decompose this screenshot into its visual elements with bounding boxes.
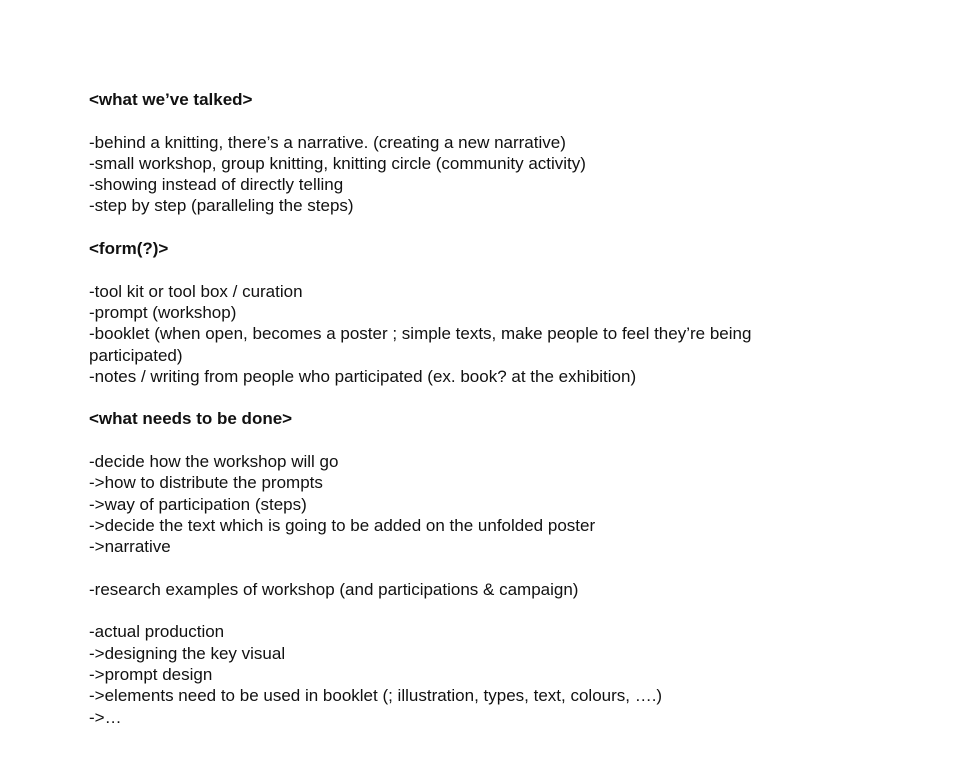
spacer [89, 558, 809, 579]
spacer [89, 387, 809, 408]
list-item: ->designing the key visual [89, 643, 286, 663]
list-item: -step by step (paralleling the steps) [89, 196, 354, 216]
list-item: ->prompt design [89, 665, 213, 685]
spacer [89, 110, 809, 131]
notes-document [89, 89, 809, 728]
list-item: -actual production [89, 622, 225, 642]
list-item: -prompt (workshop) [89, 302, 237, 322]
list-item: -behind a knitting, there’s a narrative. (creating a new narrative) [89, 132, 566, 152]
list-item: ->decide the text which is going to be added on the unfolded poster [89, 515, 596, 535]
list-item: -small workshop, group knitting, knitting circle (community activity) [89, 153, 586, 173]
spacer [89, 217, 809, 238]
list-item: -showing instead of directly telling [89, 175, 344, 195]
spacer [89, 259, 809, 280]
list-item: -booklet (when open, becomes a poster ; simple texts, make people to feel they’re being participated) [89, 324, 752, 365]
list-item: -notes / writing from people who participated (ex. book? at the exhibition) [89, 366, 637, 386]
list-item: -research examples of workshop (and participations & campaign) [89, 579, 579, 599]
section-heading-todo: <what needs to be done> [89, 409, 293, 429]
section-heading-form: <form(?)> [89, 239, 169, 259]
list-item: ->how to distribute the prompts [89, 473, 323, 493]
list-item: ->narrative [89, 537, 171, 557]
list-item: ->way of participation (steps) [89, 494, 307, 514]
list-item: ->… [89, 707, 122, 727]
spacer [89, 430, 809, 451]
list-item: -tool kit or tool box / curation [89, 281, 303, 301]
spacer [89, 600, 809, 621]
list-item: -decide how the workshop will go [89, 452, 339, 472]
list-item: ->elements need to be used in booklet (; illustration, types, text, colours, ….) [89, 686, 663, 706]
section-heading-talked: <what we’ve talked> [89, 90, 253, 109]
